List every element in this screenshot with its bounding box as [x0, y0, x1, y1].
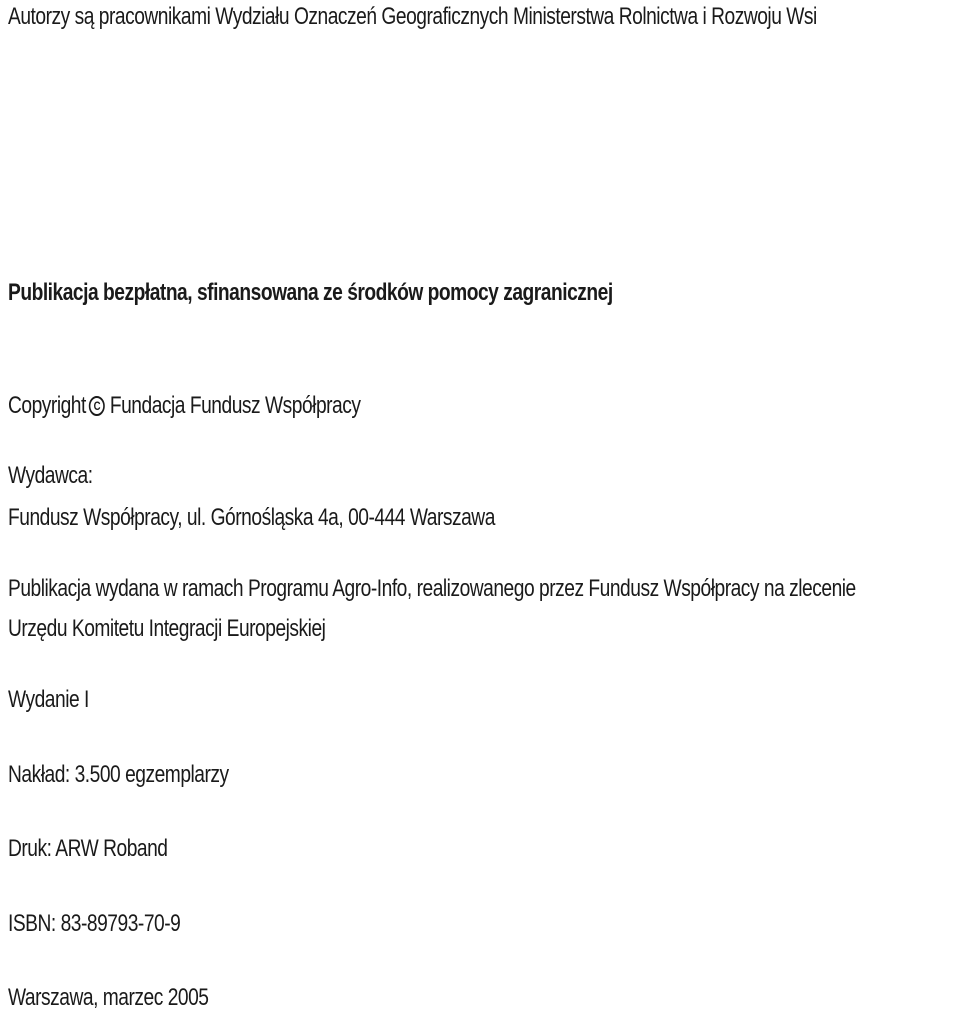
copyright-prefix: Copyright	[8, 392, 86, 419]
printer: Druk: ARW Roband	[8, 835, 168, 862]
authors-note: Autorzy są pracownikami Wydziału Oznaczeń Geograficznych Ministerstwa Rolnictwa i Rozwoju Wsi	[8, 3, 817, 30]
copyright-icon	[89, 396, 105, 416]
place-date: Warszawa, marzec 2005	[8, 984, 209, 1011]
copyright-holder: Fundacja Fundusz Współpracy	[109, 392, 361, 419]
publisher-address: Fundusz Współpracy, ul. Górnośląska 4a, 00-444 Warszawa	[8, 504, 495, 531]
program-note-line-1: Publikacja wydana w ramach Programu Agro-Info, realizowanego przez Fundusz Współpracy na zlecenie	[8, 575, 856, 602]
isbn: ISBN: 83-89793-70-9	[8, 910, 181, 937]
program-note-line-2: Urzędu Komitetu Integracji Europejskiej	[8, 615, 326, 642]
publisher-label: Wydawca:	[8, 462, 93, 489]
publication-note: Publikacja bezpłatna, sfinansowana ze środków pomocy zagranicznej	[8, 279, 613, 306]
edition: Wydanie I	[8, 686, 89, 713]
copyright-line	[8, 391, 361, 421]
print-run: Nakład: 3.500 egzemplarzy	[8, 761, 229, 788]
